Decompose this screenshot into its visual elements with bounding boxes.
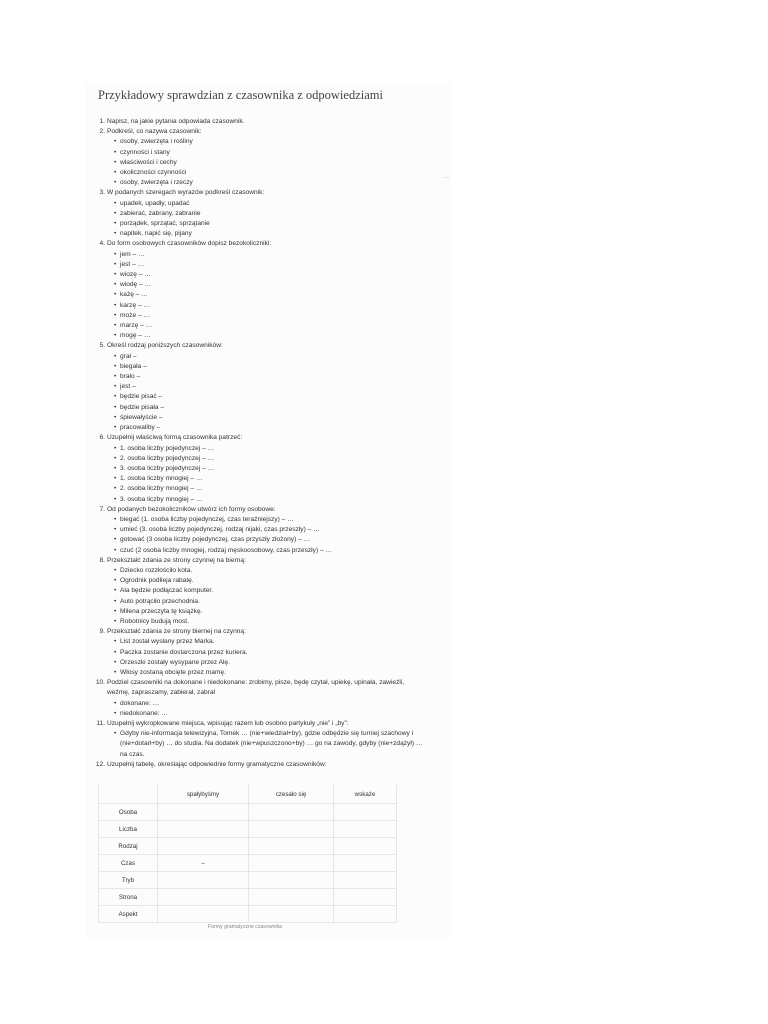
question-item bbox=[98, 719, 428, 760]
question-item bbox=[98, 239, 428, 341]
table-row bbox=[99, 821, 397, 838]
option-item: • Ogrodnik podlieja rabatę. bbox=[120, 576, 428, 586]
question-text: Uzupełnij tabelę, określając odpowiednie formy gramatyczne czasowników: bbox=[107, 760, 327, 768]
question-number: 7. bbox=[99, 505, 105, 513]
question-text: Uzupełnij właściwą formą czasownika patrzeć: bbox=[107, 434, 243, 442]
question-number: 6. bbox=[99, 434, 105, 442]
table-cell bbox=[334, 889, 397, 906]
table-row bbox=[99, 838, 397, 855]
question-text: W podanych szeregach wyrazów podkreśl czasownik: bbox=[107, 189, 265, 197]
answer-options bbox=[107, 729, 428, 760]
option-item: • Robotnicy budują most. bbox=[120, 617, 428, 627]
column-header: wskaże bbox=[334, 785, 397, 804]
option-item: • może – … bbox=[120, 311, 428, 321]
side-mark: ---- bbox=[443, 175, 450, 181]
question-item bbox=[98, 505, 428, 556]
answer-options bbox=[107, 566, 428, 627]
option-item: • niedokonane: … bbox=[120, 709, 428, 719]
question-number: 2. bbox=[99, 128, 105, 136]
option-item: • List został wysłany przez Marka. bbox=[120, 637, 428, 647]
option-item: • osoby, zwierzęta i rzeczy bbox=[120, 178, 428, 188]
table-cell bbox=[334, 804, 397, 821]
option-item: • będzie pisać – bbox=[120, 392, 428, 402]
option-item: • Ala będzie podłączać komputer. bbox=[120, 586, 428, 596]
table-cell bbox=[158, 872, 249, 889]
answer-options bbox=[107, 352, 428, 434]
answer-options bbox=[107, 699, 428, 719]
row-label: Osoba bbox=[99, 804, 158, 821]
table-cell bbox=[334, 855, 397, 872]
table-row bbox=[99, 889, 397, 906]
option-item: • jest – … bbox=[120, 260, 428, 270]
column-header: czesało się bbox=[249, 785, 334, 804]
option-item: • pracowaliby – bbox=[120, 423, 428, 433]
answer-options bbox=[107, 515, 428, 556]
question-item bbox=[98, 117, 428, 127]
table-cell bbox=[334, 821, 397, 838]
question-list bbox=[95, 117, 428, 770]
table-corner bbox=[99, 785, 158, 804]
question-text: Do form osobowych czasowników dopisz bezokoliczniki: bbox=[107, 240, 272, 248]
question-number: 3. bbox=[99, 189, 105, 197]
question-number: 10. bbox=[95, 679, 105, 687]
table-caption: Formy gramatyczne czasownika bbox=[207, 924, 283, 930]
option-item: • zabierać, zabrany, zabranie bbox=[120, 209, 428, 219]
option-item: • Auto potrąciło przechodnia. bbox=[120, 597, 428, 607]
answer-options bbox=[107, 137, 428, 188]
table-cell bbox=[158, 906, 249, 923]
question-text: Przekształć zdania ze strony biernej na czynną: bbox=[107, 628, 246, 636]
question-number: 8. bbox=[99, 556, 105, 564]
question-item bbox=[98, 127, 428, 188]
row-label: Czas bbox=[99, 855, 158, 872]
question-text: Podziel czasowniki na dokonane i niedokonane: zrobimy, pisze, będę czytał, upiekę, upinała, zawieźli, weźmę, zapraszamy, zabierał, zabrał bbox=[107, 679, 405, 697]
option-item: • 3. osoba liczby pojedynczej – … bbox=[120, 464, 428, 474]
option-item: • śpiewałyście – bbox=[120, 413, 428, 423]
answer-options bbox=[107, 250, 428, 342]
table-cell bbox=[249, 838, 334, 855]
question-number: 5. bbox=[99, 342, 105, 350]
option-item: • grał – bbox=[120, 352, 428, 362]
table-cell bbox=[334, 872, 397, 889]
question-number: 11. bbox=[96, 719, 105, 727]
table-row bbox=[99, 855, 397, 872]
option-item: • jest – bbox=[120, 382, 428, 392]
question-text: Uzupełnij wykropkowane miejsca, wpisując razem lub osobno partykuły „nie” i „by”: bbox=[107, 719, 349, 727]
option-item: • Włosy zostaną obcięte przez mamę. bbox=[120, 668, 428, 678]
question-text: Podkreśl, co nazywa czasownik: bbox=[107, 128, 202, 136]
table-cell bbox=[158, 821, 249, 838]
question-text: Przekształć zdania ze strony czynnej na bierną: bbox=[107, 556, 246, 564]
question-text: Od podanych bezokoliczników utwórz ich formy osobowe: bbox=[107, 505, 276, 513]
table-cell bbox=[158, 804, 249, 821]
option-item: • 1. osoba liczby mnogiej – … bbox=[120, 474, 428, 484]
row-label: Aspekt bbox=[99, 906, 158, 923]
table-cell bbox=[334, 906, 397, 923]
document-title: Przykładowy sprawdzian z czasownika z odpowiedziami bbox=[98, 88, 383, 102]
option-item: • 1. osoba liczby pojedynczej – … bbox=[120, 444, 428, 454]
option-item: • upadek, upadły, upadać bbox=[120, 199, 428, 209]
table-cell bbox=[249, 906, 334, 923]
option-item: • wiodę – … bbox=[120, 280, 428, 290]
table-cell bbox=[158, 838, 249, 855]
question-number: 4. bbox=[99, 240, 105, 248]
option-item: • czuć (2 osoba liczby mnogiej, rodzaj męskoosobowy, czas przeszły) – … bbox=[120, 546, 428, 556]
question-text: Określ rodzaj poniższych czasowników: bbox=[107, 342, 223, 350]
table-row bbox=[99, 872, 397, 889]
question-number: 9. bbox=[99, 628, 105, 636]
question-item bbox=[98, 556, 428, 627]
option-item: • będzie pisała – bbox=[120, 403, 428, 413]
answer-options bbox=[107, 637, 428, 678]
option-item: • Dziecko rozzłościło kota. bbox=[120, 566, 428, 576]
option-item: • marzę – … bbox=[120, 321, 428, 331]
question-item bbox=[98, 341, 428, 433]
question-item bbox=[95, 760, 428, 770]
table-row bbox=[99, 804, 397, 821]
question-item bbox=[98, 188, 428, 239]
option-item: • czynności i stany bbox=[120, 148, 428, 158]
question-item bbox=[98, 627, 428, 678]
option-item: • jem – … bbox=[120, 250, 428, 260]
option-item: • Milena przeczyta tę książkę. bbox=[120, 607, 428, 617]
row-label: Liczba bbox=[99, 821, 158, 838]
option-item: • wiozę – … bbox=[120, 270, 428, 280]
option-item: • biegać (1. osoba liczby pojedynczej, czas teraźniejszy) – … bbox=[120, 515, 428, 525]
row-label: Tryb bbox=[99, 872, 158, 889]
option-item: • mogę – … bbox=[120, 331, 428, 341]
option-item: • Paczka zostanie dostarczona przez kuriera. bbox=[120, 648, 428, 658]
option-item: • właściwości i cechy bbox=[120, 158, 428, 168]
option-item: • brało – bbox=[120, 372, 428, 382]
column-header: spałybyśmy bbox=[158, 785, 249, 804]
option-item: • osoby, zwierzęta i rośliny bbox=[120, 137, 428, 147]
option-item: • okoliczności czynności bbox=[120, 168, 428, 178]
option-item: • napitek, napić się, pijany bbox=[120, 229, 428, 239]
table-header-row bbox=[99, 785, 397, 804]
option-item: • 2. osoba liczby mnogiej – … bbox=[120, 484, 428, 494]
table-cell bbox=[249, 889, 334, 906]
option-item: • Gdyby nie-informacja telewizyjna, Tomek … (nie+wiedział+by), gdzie odbędzie się turniej szachowy i (nie+dotarł+by) … do studia. Na dodatek (nie+wpuszczono+by) … go na zawody, gdyby (nie+zdążył) … na czas. bbox=[120, 729, 428, 760]
table-cell bbox=[158, 889, 249, 906]
table-cell bbox=[249, 872, 334, 889]
answer-options bbox=[107, 444, 428, 505]
question-item bbox=[95, 678, 428, 719]
question-item bbox=[98, 433, 428, 504]
question-text: Napisz, na jakie pytania odpowiada czasownik. bbox=[107, 118, 245, 125]
row-label: Rodzaj bbox=[99, 838, 158, 855]
row-label: Strona bbox=[99, 889, 158, 906]
table-cell bbox=[249, 804, 334, 821]
option-item: • 2. osoba liczby pojedynczej – … bbox=[120, 454, 428, 464]
question-number: 12. bbox=[95, 760, 105, 768]
grammar-table bbox=[98, 785, 397, 923]
option-item: • umieć (3. osoba liczby pojedynczej, rodzaj nijaki, czas przeszły) – … bbox=[120, 525, 428, 535]
option-item: • dokonane: … bbox=[120, 699, 428, 709]
option-item: • biegała – bbox=[120, 362, 428, 372]
table-cell bbox=[249, 821, 334, 838]
answer-options bbox=[107, 199, 428, 240]
option-item: • 3. osoba liczby mnogiej – … bbox=[120, 495, 428, 505]
option-item: • gotować (3 osoba liczby pojedynczej, czas przyszły złożony) – … bbox=[120, 535, 428, 545]
table-cell bbox=[249, 855, 334, 872]
table-cell bbox=[334, 838, 397, 855]
question-number: 1. bbox=[99, 118, 105, 125]
option-item: • karzę – … bbox=[120, 301, 428, 311]
option-item: • każę – … bbox=[120, 290, 428, 300]
table-cell: – bbox=[158, 855, 249, 872]
table-row bbox=[99, 906, 397, 923]
option-item: • Orzeszki zostały wysypane przez Alę. bbox=[120, 658, 428, 668]
option-item: • porządek, sprzątać, sprzątanie bbox=[120, 219, 428, 229]
